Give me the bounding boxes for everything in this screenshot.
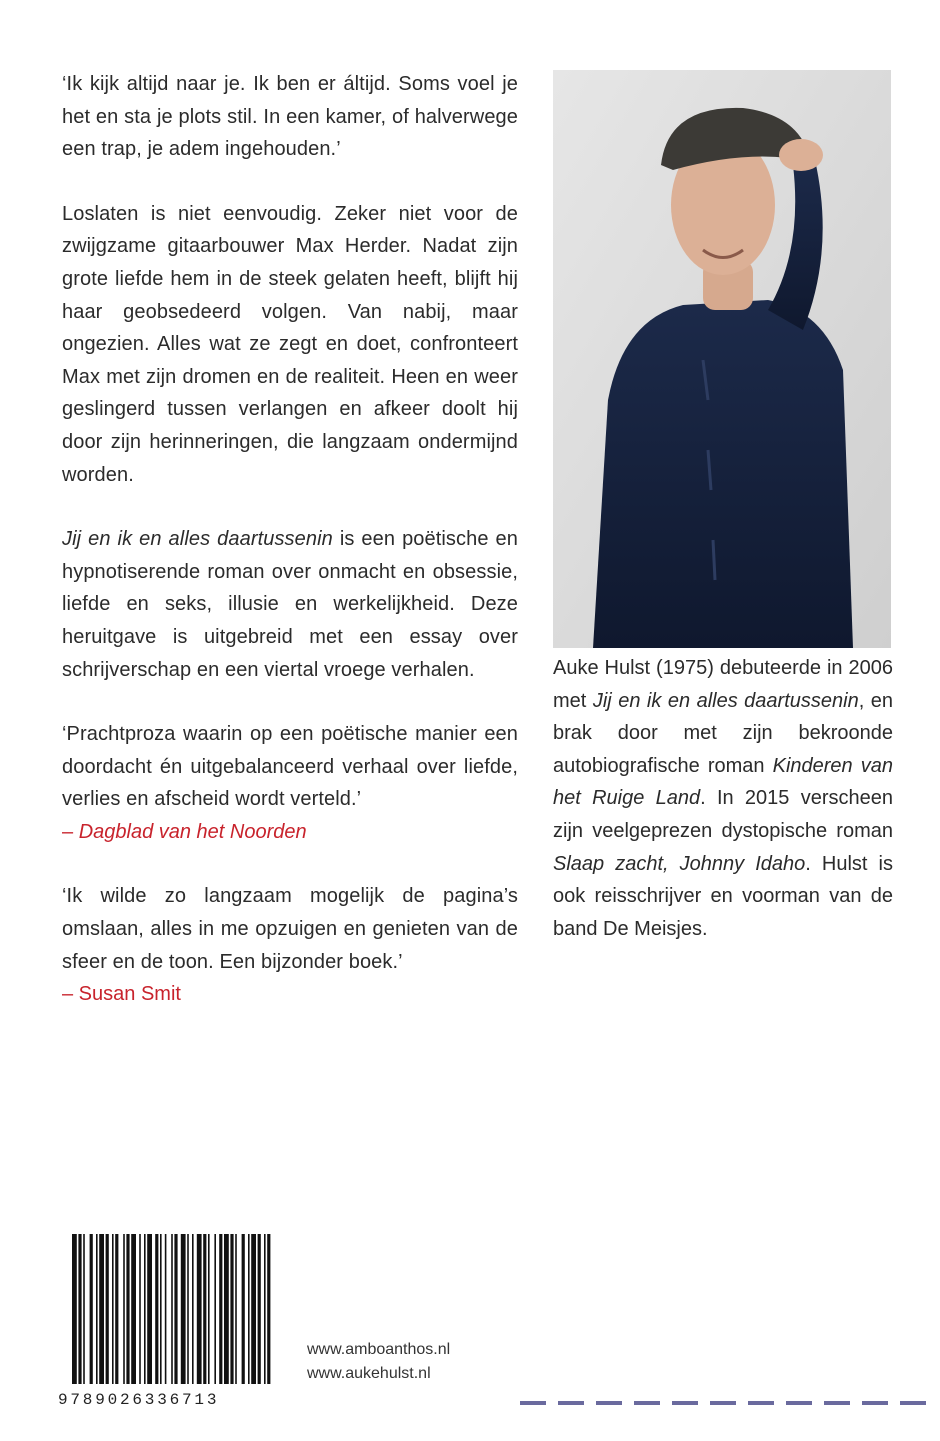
opening-quote: ‘Ik kijk altijd naar je. Ik ben er áltijd. Soms voel je het en sta je plots stil. In een kamer, of halverwege een trap, je adem ingehouden.’ xyxy=(62,73,518,161)
barcode-bar xyxy=(248,1234,250,1384)
review-1-dash: – xyxy=(62,820,79,843)
author-bio xyxy=(553,652,893,945)
barcode-bar xyxy=(96,1234,98,1384)
barcode-bar xyxy=(112,1234,114,1384)
barcode-bar xyxy=(258,1234,261,1384)
barcode-bar xyxy=(242,1234,245,1384)
bio-part-2: , en brak door met zijn bekroonde autobiografische roman xyxy=(553,689,894,777)
barcode-bar xyxy=(214,1234,216,1384)
bio-part-4: . Hulst is ook reisschrijver en voorman van de band De Meisjes. xyxy=(553,852,893,940)
barcode-bar xyxy=(267,1234,270,1384)
dash-segment xyxy=(672,1401,698,1405)
dash-segment xyxy=(748,1401,774,1405)
dash-segment xyxy=(558,1401,584,1405)
dash-segment xyxy=(900,1401,926,1405)
barcode-bar xyxy=(264,1234,266,1384)
author-photo xyxy=(553,70,891,648)
website-author[interactable]: www.aukehulst.nl xyxy=(307,1365,431,1382)
barcode-bar xyxy=(230,1234,233,1384)
dash-segment xyxy=(596,1401,622,1405)
bio-title-2: Kinderen van het Ruige Land xyxy=(553,754,893,810)
barcode-bar xyxy=(144,1234,146,1384)
barcode-bar xyxy=(139,1234,141,1384)
author-photo-illustration xyxy=(553,70,891,648)
barcode-bar xyxy=(181,1234,186,1384)
review-1-text: ‘Prachtproza waarin op een poëtische manier een doordacht én uitgebalanceerd verhaal over liefde, verlies en afscheid wordt verteld.’ xyxy=(62,723,518,811)
barcode-bar xyxy=(90,1234,93,1384)
barcode-bar xyxy=(251,1234,256,1384)
barcode-bar xyxy=(203,1234,206,1384)
bio-title-3: Slaap zacht, Johnny Idaho xyxy=(553,852,806,875)
bio-part-3: . In 2015 verscheen zijn veelgeprezen dystopische roman xyxy=(553,787,893,842)
barcode-bar xyxy=(187,1234,189,1384)
description-paragraph xyxy=(62,523,518,686)
dash-segment xyxy=(710,1401,736,1405)
barcode-bar xyxy=(174,1234,177,1384)
barcode-bar xyxy=(147,1234,152,1384)
barcode-bar xyxy=(106,1234,109,1384)
barcode-bars xyxy=(58,1228,288,1388)
barcode-bar xyxy=(160,1234,162,1384)
barcode-bar xyxy=(171,1234,173,1384)
barcode-bar xyxy=(99,1234,104,1384)
barcode-bar xyxy=(123,1234,125,1384)
barcode-bar xyxy=(165,1234,167,1384)
review-2-text: ‘Ik wilde zo langzaam mogelijk de pagina’s omslaan, alles in me opzuigen en genieten van de sfeer en de toon. Een bijzonder boek.’ xyxy=(62,885,518,973)
barcode-bar xyxy=(208,1234,210,1384)
review-1-source-name: Dagblad van het Noorden xyxy=(78,820,307,843)
website-publisher[interactable]: www.amboanthos.nl xyxy=(307,1341,451,1358)
synopsis-paragraph: Loslaten is niet eenvoudig. Zeker niet voor de zwijgzame gitaarbouwer Max Herder. Nadat zijn grote liefde hem in de steek gelaten heeft, blijft hij haar geobsedeerd volgen. Van nabij, maar ongezien. Alles wat ze zegt en doet, confronteert Max met zijn dromen en de realiteit. Heen en weer geslingerd tussen verlangen en afkeer doolt hij door zijn herinneringen, die langzaam ondermijnd worden. xyxy=(62,202,518,486)
decorative-dash-line xyxy=(520,1399,940,1409)
barcode-bar xyxy=(115,1234,118,1384)
barcode-bar xyxy=(155,1234,158,1384)
barcode xyxy=(58,1228,288,1416)
dash-segment xyxy=(786,1401,812,1405)
barcode-bar xyxy=(192,1234,194,1384)
websites xyxy=(307,1338,450,1386)
barcode-bar xyxy=(83,1234,85,1384)
right-column xyxy=(553,652,893,945)
dash-segment xyxy=(520,1401,546,1405)
barcode-bar xyxy=(219,1234,222,1384)
barcode-bar xyxy=(235,1234,237,1384)
review-1-source xyxy=(62,816,518,849)
bio-part-1: Auke Hulst (1975) debuteerde in 2006 met xyxy=(553,657,893,712)
book-title: Jij en ik en alles daartussenin xyxy=(62,528,333,551)
left-column xyxy=(62,68,518,1043)
dash-segment xyxy=(634,1401,660,1405)
barcode-bar xyxy=(78,1234,81,1384)
review-2-source: – Susan Smit xyxy=(62,983,181,1006)
description-text: is een poëtische en hypnotiserende roman over onmacht en obsessie, liefde en seks, illusie en werkelijkheid. Deze heruitgave is uitgebreid met een essay over schrijverschap en een viertal vroege verhalen. xyxy=(62,528,518,681)
barcode-bar xyxy=(126,1234,129,1384)
isbn-number: 9789026336713 xyxy=(58,1391,220,1409)
bio-title-1: Jij en ik en alles daartussenin xyxy=(592,689,859,712)
review-quote-1 xyxy=(62,718,518,848)
dash-segment xyxy=(862,1401,888,1405)
barcode-bar xyxy=(197,1234,202,1384)
dash-segment xyxy=(824,1401,850,1405)
barcode-bar xyxy=(131,1234,136,1384)
barcode-bar xyxy=(72,1234,77,1384)
barcode-bar xyxy=(224,1234,229,1384)
review-quote-2 xyxy=(62,880,518,1010)
